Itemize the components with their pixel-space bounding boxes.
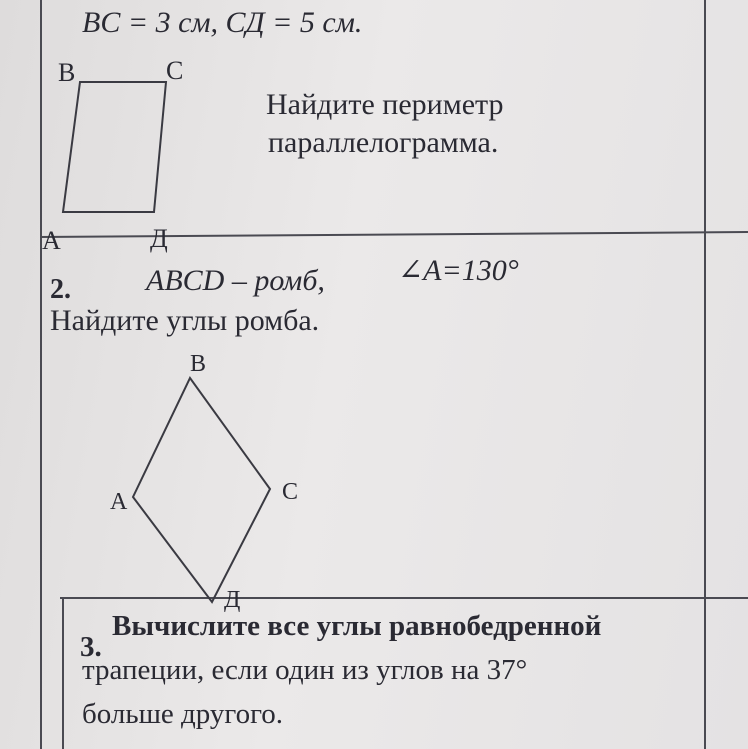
- problem2-angle: ∠A=130°: [398, 254, 519, 287]
- problem2-statement: ABCD – ромб,: [146, 264, 325, 297]
- vertex-b-label-2: B: [190, 351, 207, 377]
- vertex-c-label-2: C: [282, 479, 299, 505]
- problem2-task: Найдите углы ромба.: [50, 304, 320, 337]
- rhombus-shape: [133, 378, 270, 602]
- vertex-d-label-1: Д: [150, 224, 168, 253]
- problem2-number: 2.: [50, 274, 71, 305]
- problem3-line2: трапеции, если один из углов на 37°: [82, 654, 528, 686]
- vertex-d-label-2: Д: [224, 587, 241, 613]
- vertex-b-label-1: B: [58, 58, 76, 87]
- vertex-a-label-2: A: [110, 489, 128, 515]
- parallelogram-shape: [63, 82, 166, 212]
- problem1-task-line1: Найдите периметр: [266, 88, 504, 121]
- problem1-given: BC = 3 см, СД = 5 см.: [82, 6, 363, 39]
- problem3-line1: Вычислите все углы равнобедренной: [112, 610, 602, 642]
- problem1-task-line2: параллелограмма.: [268, 126, 499, 159]
- vertex-a-label-1: A: [42, 226, 61, 255]
- problem3-line3: больше другого.: [82, 698, 283, 730]
- problem3-number: 3.: [80, 631, 102, 663]
- vertex-c-label-1: C: [166, 56, 184, 85]
